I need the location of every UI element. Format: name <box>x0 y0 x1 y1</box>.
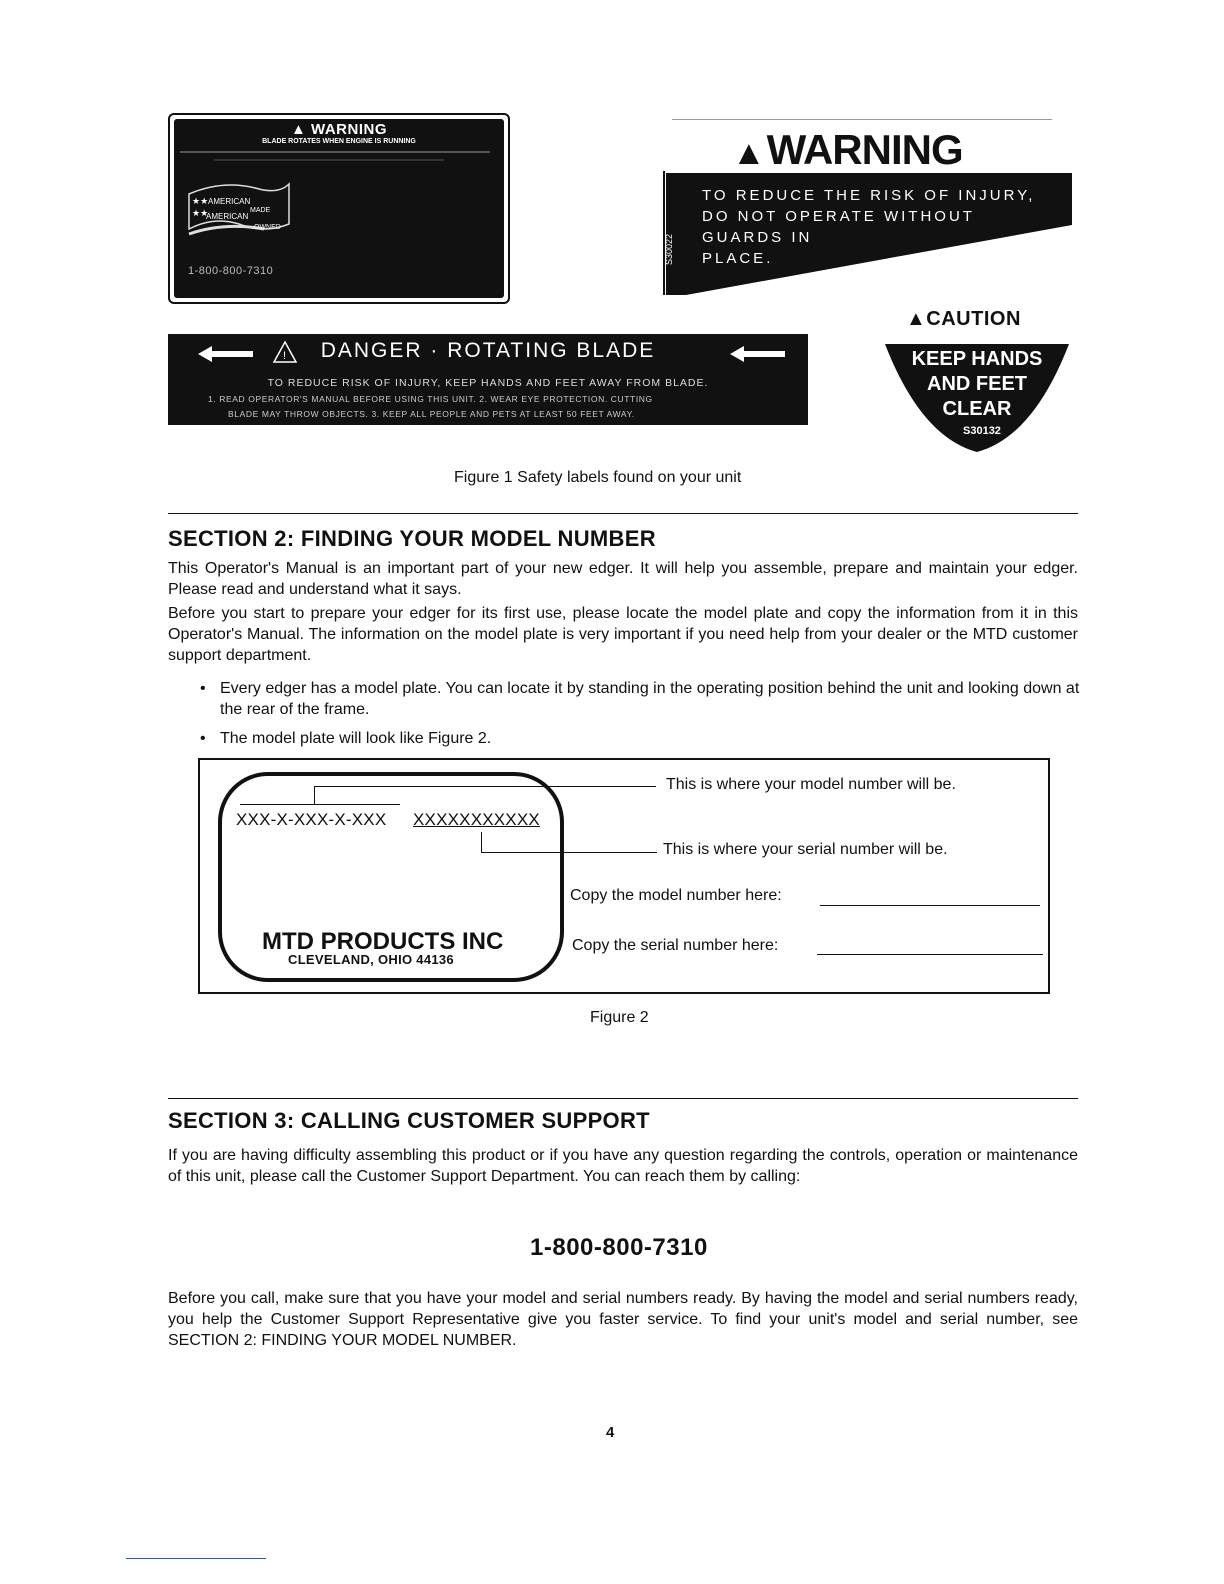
serial-leader-vertical <box>481 832 482 852</box>
bullet-item: • Every edger has a model plate. You can locate it by standing in the operating position behind the unit and looking down at the rear of the frame. <box>200 680 1080 718</box>
svg-text:MADE: MADE <box>250 207 271 214</box>
label-code: S30022 <box>664 233 674 265</box>
warning-title: ▲WARNING <box>732 126 963 173</box>
customer-support-phone: 1-800-800-7310 <box>530 1234 708 1261</box>
model-number-fill-line[interactable] <box>820 905 1040 906</box>
model-number-placeholder: XXX-X-XXX-X-XXX <box>236 810 387 829</box>
figure-2-caption: Figure 2 <box>590 1009 649 1026</box>
section-3-title: SECTION 3: CALLING CUSTOMER SUPPORT <box>168 1108 650 1133</box>
caution-text: KEEP HANDS AND FEET CLEAR <box>911 348 1043 420</box>
footnote-rule <box>126 1558 266 1559</box>
label-subtitle: BLADE ROTATES WHEN ENGINE IS RUNNING <box>262 138 416 145</box>
label-fine-print <box>180 151 490 153</box>
warning-triangle-icon: ▲ <box>906 308 927 330</box>
label-header-print <box>672 119 1052 120</box>
section-3-paragraph-1: If you are having difficulty assembling this product or if you have any question regarding the controls, operation or maintenance of this unit, please call the Customer Support Department. You can reach them by calling: <box>168 1147 1078 1185</box>
section-divider <box>168 513 1078 514</box>
caution-heading: ▲CAUTION <box>906 308 1021 330</box>
copy-serial-label: Copy the serial number here: <box>572 937 779 954</box>
model-leader-vertical <box>314 786 315 804</box>
danger-line-1: TO REDUCE RISK OF INJURY, KEEP HANDS AND FEET AWAY FROM BLADE. <box>267 377 709 389</box>
serial-number-placeholder: XXXXXXXXXXX <box>413 810 540 829</box>
model-bracket-line <box>240 804 400 805</box>
danger-rotating-blade-label <box>168 334 808 425</box>
label-black-panel <box>174 119 504 298</box>
serial-number-note: This is where your serial number will be. <box>663 841 948 858</box>
label-phone-number: 1-800-800-7310 <box>188 265 274 277</box>
bullet-item: • The model plate will look like Figure 2. <box>200 730 492 747</box>
svg-text:AMERICAN: AMERICAN <box>206 212 249 221</box>
danger-line-2: 1. READ OPERATOR'S MANUAL BEFORE USING THIS UNIT. 2. WEAR EYE PROTECTION. CUTTING <box>208 394 653 404</box>
copy-model-label: Copy the model number here: <box>570 887 782 904</box>
left-arrow-icon <box>730 344 790 364</box>
warning-triangle-icon: ▲ <box>290 121 311 138</box>
caution-keep-hands-label <box>883 342 1071 454</box>
section-divider <box>168 1098 1078 1099</box>
american-flag-logo-icon <box>184 174 294 249</box>
model-leader-line <box>314 786 656 787</box>
plate-company-name: MTD PRODUCTS INC <box>262 928 504 955</box>
american-made-warning-label <box>168 113 510 304</box>
plate-city: CLEVELAND, OHIO 44136 <box>288 952 454 967</box>
model-number-note: This is where your model number will be. <box>666 776 956 793</box>
guards-warning-label <box>662 115 1072 295</box>
section-2-paragraph-2: Before you start to prepare your edger for its first use, please locate the model plate and copy the information from it in this Operator's Manual. The information on the model plate is very important if you need help from your dealer or the MTD customer support department. <box>168 605 1078 664</box>
bullet-icon: • <box>200 680 206 697</box>
warning-text: TO REDUCE THE RISK OF INJURY, DO NOT OPERATE WITHOUT GUARDS IN PLACE. <box>702 187 1036 267</box>
danger-title: DANGER · ROTATING BLADE <box>320 339 656 362</box>
label-title: ▲ WARNING <box>290 121 387 138</box>
label-fine-print <box>214 159 444 161</box>
danger-line-3: BLADE MAY THROW OBJECTS. 3. KEEP ALL PEOPLE AND PETS AT LEAST 50 FEET AWAY. <box>228 409 635 419</box>
label-code: S30132 <box>963 425 1001 437</box>
svg-text:AMERICAN: AMERICAN <box>208 197 251 206</box>
section-3-paragraph-2: Before you call, make sure that you have your model and serial numbers ready. By having the model and serial numbers ready, you help the Customer Support Representative give you faster service. To find your unit's model and serial number, see SECTION 2: FINDING YOUR MODEL NUMBER. <box>168 1290 1078 1349</box>
serial-leader-line <box>481 852 657 853</box>
page-number: 4 <box>606 1424 615 1441</box>
svg-text:OWNED: OWNED <box>254 224 281 231</box>
serial-number-fill-line[interactable] <box>817 954 1043 955</box>
svg-text:★★: ★★ <box>192 196 209 206</box>
warning-triangle-icon: ▲ <box>732 134 765 172</box>
svg-text:!: ! <box>283 350 287 362</box>
section-2-paragraph-1: This Operator's Manual is an important part of your new edger. It will help you assemble, prepare and maintain your edger. Please read and understand what it says. <box>168 560 1078 598</box>
section-2-title: SECTION 2: FINDING YOUR MODEL NUMBER <box>168 526 656 551</box>
figure-1-caption: Figure 1 Safety labels found on your unit <box>454 469 742 486</box>
svg-text:★★: ★★ <box>192 208 209 218</box>
bullet-icon: • <box>200 730 206 747</box>
